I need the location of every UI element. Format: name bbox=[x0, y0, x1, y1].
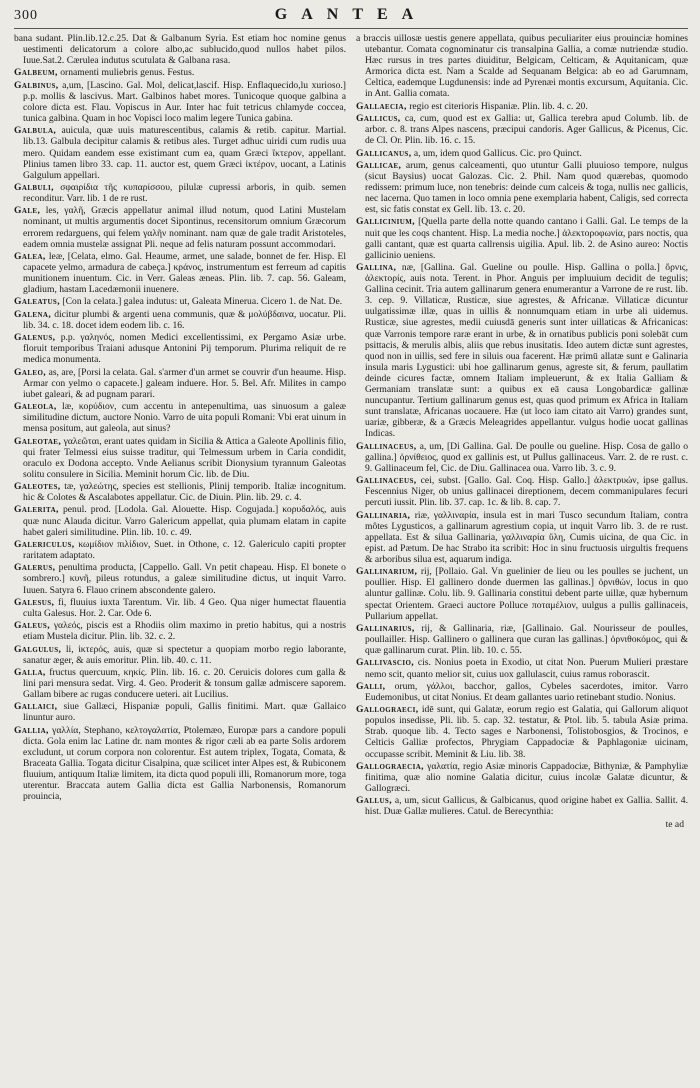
entry-text: li, ἰκτερός, auis, quæ si spectetur a quopiam morbo regio laborante, sanatur æger, & auis emoritur. Plin. lib. 40. c. 11. bbox=[23, 643, 346, 666]
entry-text: as, are, [Porsi la celata. Gal. s'armer d'un armet se couvrir d'un heaume. Hisp. Armar con yelmo o capacete.] galeam induere. Hor. 5. Bel. Afr. Milites in campo iubet galeari, & ad pugnam parari. bbox=[23, 366, 346, 400]
dictionary-entry bbox=[356, 681, 688, 703]
entry-text: riæ, γαλλιναρία, insula est in mari Tusco secundum Italiam, contra môtes Lygusticos, a gallinarum agrestium copia, ut inquit Varro lib. 3. de re rust. appellata. Est & silua Gallinaria, γαλλιναρία ὕλη, Cumis uicina, de qua Cic. in epist. ad Pætum. De hac Strabo ita scribit: Hoc in sinu fructuosis uirgultis frequens & arboribus silua est, aquarum indiga. bbox=[365, 509, 688, 565]
entry-text: ornamenti muliebris genus. Festus. bbox=[60, 67, 195, 79]
entry-headword: Galeus, bbox=[14, 620, 51, 632]
dictionary-entry bbox=[14, 33, 346, 66]
dictionary-entry bbox=[356, 475, 688, 508]
dictionary-entry bbox=[356, 262, 688, 440]
dictionary-entry bbox=[14, 539, 346, 561]
entry-text: bana sudant. Plin.lib.12.c.25. Dat & Galbanum Syria. Est etiam hoc nomine genus uestimenti delicatorum a colore albo,ac sublucido,quod nullos habet pilos. Iuue.Sat.2. Cærulea indutus scutulata & Galbana rasa. bbox=[14, 33, 346, 67]
running-head: GANTEA bbox=[274, 6, 428, 23]
entry-headword: Gallicinium, bbox=[356, 216, 415, 228]
catchword: te ad bbox=[665, 819, 684, 831]
dictionary-entry bbox=[14, 125, 346, 180]
entry-headword: Gale, bbox=[14, 205, 41, 217]
entry-headword: Gallinaceus, bbox=[356, 440, 417, 452]
dictionary-entry bbox=[14, 620, 346, 642]
right-column-entries bbox=[356, 33, 688, 817]
dictionary-entry bbox=[14, 562, 346, 595]
entry-text: [Quella parte della notte quando cantano i Galli. Gal. Le temps de la nuit que les coqs chantent. Hisp. La media noche.] ἀλεκτοροφωνία, pars noctis, qua galli cantant, quæ est quarta callrensis uigilia. Apul. lib. 2. de Asino aureo: Noctis gallicinio ueniens. bbox=[365, 216, 688, 261]
text-columns bbox=[14, 33, 688, 1083]
entry-text: auicula, quæ uuis maturescentibus, calamis & retib. capitur. Martial. lib.13. Galbula decipitur calamis & retibus ales. Turget adhuc uiridi cum rudis uua mero. Quidam eandem esse existimant cum ea, quam Græci ἴκτερον, appellant. Plinius tamen libro 33. cap. 11. auctor est, quem Græci ἰκτέρον, uocant, a Latinis Galgulum appellari. bbox=[23, 125, 346, 181]
entry-text: [Con la celata.] galea indutus: ut, Galeata Minerua. Cicero 1. de Nat. De. bbox=[62, 296, 343, 308]
dictionary-entry bbox=[14, 504, 346, 537]
dictionary-entry bbox=[14, 296, 346, 307]
dictionary-entry bbox=[14, 205, 346, 249]
entry-headword: Gallinaria, bbox=[356, 509, 411, 521]
entry-headword: Galeotes, bbox=[14, 481, 61, 493]
entry-headword: Galgulus, bbox=[14, 643, 62, 655]
dictionary-entry bbox=[14, 401, 346, 434]
page-number: 300 bbox=[14, 8, 38, 23]
dictionary-entry bbox=[356, 441, 688, 474]
entry-headword: Gallinarius, bbox=[356, 622, 415, 634]
entry-headword: Gallicae, bbox=[356, 159, 402, 171]
dictionary-entry bbox=[14, 182, 346, 204]
entry-headword: Gallivascio, bbox=[356, 657, 415, 669]
entry-headword: Galenus, bbox=[14, 332, 56, 344]
entry-text: ca, cum, quod est ex Gallia: ut, Gallica terebra apud Columb. lib. de arbor. c. 8. trans Alpes nascens, præcipui candoris. Ager Gallicus, & Picenus, Cic. de Cl. Or. Plin. lib. 16. c. 15. bbox=[365, 113, 688, 147]
dictionary-entry bbox=[356, 657, 688, 679]
entry-headword: Galla, bbox=[14, 666, 46, 678]
entry-text: penul. prod. [Lodola. Gal. Alouette. Hisp. Cogujada.] κορυδαλός, auis quæ nunc Alauda dicitur. Varro Galericum appellat, quia plumam elatam in capite habet galeri similitudine. Plin. lib. 10. c. 49. bbox=[23, 504, 346, 538]
dictionary-entry bbox=[356, 795, 688, 817]
dictionary-entry bbox=[14, 667, 346, 700]
entry-headword: Gallus, bbox=[356, 795, 393, 807]
entry-text: σφαιρίδια τῆς κυπαρίσσου, pilulæ cupressi arboris, in quib. semen reconditur. Varr. lib. 1 de re rust. bbox=[23, 181, 346, 205]
dictionary-entry bbox=[14, 80, 346, 124]
entry-headword: Gallograeci, bbox=[356, 704, 419, 716]
entry-text: fructus quercuum, κηκίς. Plin. lib. 16. c. 20. Ceruicis dolores cum galla & lini pari mensura sedat. Virg. 4. Geo. Proderit & tonsum gallæ admiscere saporem. Gallam bibere ac rugas conducere ueteri. ait Lucilius. bbox=[23, 666, 346, 701]
dictionary-entry bbox=[14, 644, 346, 666]
entry-text: regio est citerioris Hispaniæ. Plin. lib. 4. c. 20. bbox=[409, 100, 588, 112]
entry-text: arum, genus calceamenti, quo utuntur Galli pluuioso tempore, nulgus (sicut Baysius) uocat Galozas. Cic. 2. Phil. Nam quod quærebas, quomodo redissem: primum luce, non tenebris: deinde cum calceis & toga, nullis nec gallicis, nec lacerna. Quo tamen in loco omnia pene exemplaria habent, Caligis, sed correcta est, sic fatis constat ex Gell. lib. 13. c. 20. bbox=[365, 159, 688, 216]
entry-text: a,um, [Lascino. Gal. Mol, delicat,lascif. Hisp. Enflaquecido,lu xurioso.] p.p. mollis & lascivus. Mart. Galbinos habet mores. Tunicoque quoque galbina a colore dicta est. Flau. Vopiscus in Aur. Inter hac fuit tetricus chlamyde coccea, tunica galbina. Quam in hoc Vopisci loco malim legere Tunica gabina. bbox=[23, 79, 346, 125]
entry-headword: Galeo, bbox=[14, 366, 47, 378]
entry-headword: Gallicus, bbox=[356, 113, 401, 125]
entry-headword: Gallaecia, bbox=[356, 100, 407, 112]
dictionary-entry bbox=[14, 332, 346, 365]
dictionary-entry bbox=[356, 216, 688, 260]
dictionary-entry bbox=[14, 725, 346, 803]
entry-text: γαλεός, piscis est a Rhodiis olim maximo in pretio habitus, qui a nostris etiam Mustela dicitur. Plin. lib. 32. c. 2. bbox=[23, 620, 346, 643]
entry-headword: Galericulus, bbox=[14, 538, 75, 550]
entry-headword: Galbula, bbox=[14, 125, 57, 137]
entry-headword: Galli, bbox=[356, 680, 386, 692]
right-column bbox=[356, 33, 688, 1083]
dictionary-entry bbox=[14, 67, 346, 78]
entry-text: a, um, sicut Gallicus, & Galbicanus, quod origine habet ex Gallia. Sallit. 4. hist. Duæ Gallæ mulieres. Catul. de Berecynthia: bbox=[365, 795, 688, 818]
entry-text: cis. Nonius poeta in Exodio, ut citat Non. Puerum Mulieri præstare nemo scit, quanto melior sit, cuius uox gallulascit, cuius ramus roborascit. bbox=[365, 657, 688, 680]
entry-text: dicitur plumbi & argenti uena communis, quæ & μολύβδαινα, uocatur. Pli. lib. 34. c. 18. docet idem eodem lib. c. 16. bbox=[23, 308, 346, 331]
entry-headword: Galesus, bbox=[14, 596, 55, 608]
entry-text: rij, [Pollaio. Gal. Vn guelinier de lieu ou les poulles se juchent, un poullier. Hisp. El gallinero donde duermen las gallinas.] ὀρνιθών, locus in quo aluntur gallinæ. Colu. lib. 9. Gallinaria constitui debent parte uillæ, quæ hybernum spectat Orientem. Graeci auctore Polluce ποταμέλιον, uulgus a pullis gallinaceis, Pullarium appellat. bbox=[365, 566, 688, 622]
entry-text: a, um, [Di Gallina. Gal. De poulle ou gueline. Hisp. Cosa de gallo o gallina.] ὀρνίθειος, quod ex gallinis est, ut Pullus gallinaceus. Varr. 2. de re rust. c. 9. Gallinaceum fel, Cic. de Diu. Gallinacea oua. Varro lib. 3. c. 9. bbox=[365, 440, 688, 474]
entry-text: γαλλία, Stephano, κελτογαλατία, Ptolemæo, Europæ pars a candore populi dicta. Gola enim lac Latine dr. nam montes & rigor cæli ab ea parte Solis ardorem excludunt, ut corum corpora non colorentur. Est autem triplex, Togata, Comata, & Braceata Gallia. Togata dicitur Cisalpina, quæ scilicet inter Alpes est, & Rubiconem fluuium, antiquum Italiæ limitem, ita dicta quod populi illi, Romanorum more, toga uterentur. Braccata autem Gallia dicta est Gallia Narbonensis, Romanorum prouincia, bbox=[23, 724, 346, 803]
entry-headword: Galeola, bbox=[14, 401, 57, 413]
entry-headword: Galerus, bbox=[14, 562, 56, 574]
entry-headword: Galeatus, bbox=[14, 296, 61, 308]
dictionary-entry bbox=[14, 597, 346, 619]
entry-headword: Galerita, bbox=[14, 504, 59, 516]
entry-text: idē sunt, qui Galatæ, eorum regio est Galatia, qui Gallorum aliquot populos insedisse, Pli. lib. 5. cap. 32. testatur, & Ptol. lib. 5. tabula Asiæ prima. Strab. quoque lib. 4. Tecto sages e Narbonensi, Tolistobosgios, & Trocinos, e Celticis Galliæ profectos, Phrygiam Cappadociæ & Paphlagoniæ uicinam, occupasse scribit. Meminit & Liu. lib. 38. bbox=[365, 704, 688, 760]
entry-headword: Gallaici, bbox=[14, 701, 58, 713]
entry-headword: Gallia, bbox=[14, 724, 49, 736]
dictionary-entry bbox=[356, 113, 688, 146]
dictionary-entry bbox=[14, 701, 346, 723]
dictionary-entry bbox=[14, 367, 346, 400]
page-header bbox=[14, 6, 688, 29]
entry-text: rij, & Gallinaria, riæ, [Gallinaio. Gal. Nourisseur de poulles, poullailler. Hisp. Gallinero o gallinera que curan las gallinas.] ὀρνιθοκόμος, qui & quæ gallinarum curat. Plin. lib. 10. c. 55. bbox=[365, 622, 688, 657]
entry-text: γαλεῶται, erant uates quidam in Sicilia & Attica a Galeote Apollinis filio, qui frater Telmessi eius suisse traditur, qui Telmessum urbem in Caria condidit, oraculo ex Dodona accepto. Vnde Aelianus scribit Dionysium tyrannum Galeotas solitu consulere in Sicilia. Meminit horum Cic. lib. de Diu. bbox=[23, 435, 346, 480]
dictionary-entry bbox=[356, 704, 688, 759]
entry-headword: Gallinaceus, bbox=[356, 475, 417, 487]
entry-headword: Galena, bbox=[14, 308, 52, 320]
dictionary-entry bbox=[356, 761, 688, 794]
dictionary-entry bbox=[356, 33, 688, 100]
dictionary-entry bbox=[356, 566, 688, 621]
dictionary-entry bbox=[356, 148, 688, 159]
dictionary-entry bbox=[14, 251, 346, 295]
entry-text: cei, subst. [Gallo. Gal. Coq. Hisp. Gallo.] ἀλεκτρυών, ipse gallus. Fescennius Niger, ob unius gallinacei direptionem, decem commanipulares fecuri percuti iussit. Plin. lib. 37. cap. 1c. & lib. 8. cap. 7. bbox=[365, 475, 688, 509]
entry-text: penultima producta, [Cappello. Gall. Vn petit chapeau. Hisp. El bonete o sombrero.] κυνῆ, pileus rotundus, a galeæ similitudine dictus, ut inquit Varro. Iuuen. Satyra 6. Flauo crinem abscondente galero. bbox=[23, 562, 346, 596]
dictionary-entry bbox=[356, 101, 688, 112]
dictionary-entry bbox=[14, 481, 346, 503]
entry-headword: Gallinarium, bbox=[356, 566, 418, 578]
entry-headword: Galeotae, bbox=[14, 435, 62, 447]
entry-text: γαλατία, regio Asiæ minoris Cappadociæ, Bithyniæ, & Pamphyliæ finitima, quæ alio nomine Galatia dicitur, cuius incolæ Galatæ dicuntur, & Gallogræci. bbox=[365, 760, 688, 794]
entry-text: a braccis uillosæ uestis genere appellata, quibus peculiariter eius prouinciæ homines utebantur. Comata cognominatur cis transalpina Gallia, a comæ nutriendæ studio. Hæc rursus in tres partes diuiditur, Belgicam, Celticam, & Aquitanicam, quæ Armorica dicta est. Nam a Scalde ad Sequanam Belgica: ab eo ad Garumnam, Celtica, eademque Lugdunensis: inde ad Pyrenæi montis excursum, Aquitania. Cic. in Ant. Gallia comata. bbox=[356, 33, 688, 100]
entry-text: fi, fluuius iuxta Tarentum. Vir. lib. 4 Geo. Qua niger humectat flauentia culta Galesus. Hor. 2. Car. Ode 6. bbox=[23, 596, 346, 619]
entry-text: a, um, idem quod Gallicus. Cic. pro Quinct. bbox=[413, 147, 582, 159]
entry-text: les, γαλῆ, Græcis appellatur animal illud notum, quod Latini Mustelam nominant, ut multis argumentis docet Sipontinus, recensitorum omnium Græcorum errorem redarguens, qui felem γαλῆν nominant. nam quæ de gale tradit Aristoteles, eadem omnia mustelæ assignat Pli. neque ad felis naturam possunt accommodari. bbox=[23, 205, 346, 250]
entry-text: p.p. γαληνός, nomen Medici excellentissimi, ex Pergamo Asiæ urbe. floruit temporibus Traiani adusque Antonini Pij temporum. Plurima reliquit de re medica monumenta. bbox=[23, 332, 346, 366]
dictionary-entry bbox=[356, 623, 688, 656]
entry-headword: Gallograecia, bbox=[356, 760, 424, 772]
entry-text: κωμίδιον πιλίδιον, Suet. in Othone, c. 12. Galericulo capiti propter raritatem adaptato. bbox=[23, 538, 346, 562]
entry-text: leæ, [Celata, elmo. Gal. Heaume, armet, une salade, bonnet de fer. Hisp. El capacete yelmo, armadura de cabeça.] κράνος, instrumentum est ferreum ad capitis munitionem inuentum. Cic. in Verr. Galeas æneas. Plin. lib. 7. cap. 56. Galeam, gladium, hastam Lacedæmonii inuenere. bbox=[23, 250, 346, 296]
entry-text: orum, γάλλοι, bacchor, gallos, Cybeles sacerdotes, imitor. Varro Eudemonibus, ut citat Nonius. Et deam gallantes uario retinebant studio. Nonius. bbox=[365, 680, 688, 703]
entry-headword: Galbeum, bbox=[14, 67, 58, 79]
dictionary-entry bbox=[356, 160, 688, 215]
dictionary-entry bbox=[14, 309, 346, 331]
entry-text: tæ, γαλεώτης, species est stellionis, Plinij temporib. Italiæ incognitum. hic & Colotes & Ascalabotes appellatur. Cic. de Diuin. Plin. lib. 29. c. 4. bbox=[23, 481, 346, 504]
dictionary-entry bbox=[356, 510, 688, 565]
entry-headword: Galea, bbox=[14, 250, 46, 262]
entry-headword: Gallicanus, bbox=[356, 147, 412, 159]
entry-text: siue Gallæci, Hispaniæ populi, Gallis finitimi. Mart. quæ Gallaico linuntur auro. bbox=[23, 701, 346, 724]
left-column bbox=[14, 33, 346, 1083]
entry-headword: Galbuli, bbox=[14, 181, 54, 193]
entry-text: næ, [Gallina. Gal. Gueline ou poulle. Hisp. Gallina o polla.] ὄρνις, ἀλεκτορίς, auis nota. Terent. in Phor. Anguis per impluuium decidit de tegulis; Gallina cecinit. Tria autem gallinarum genera enumerantur a Varrone de re rust. lib. 3. cep. 9. Villaticæ, Rusticæ, siue agrestes, & Africanæ. Villaticæ dicuntur uulgatissimæ illæ, quas in uillis & nonnumquam etiam in urbe ali uidemus. Rusticæ, siue agrestes, medii cuiusdā generis sunt inter uillaticas & Africanicas: quæ Varronis tempore raræ erant in urbe, & in ornatibus publicis poni solebāt cum psittacis, & merulis albis, aliis que rebus inusitatis. Ideo autem dictæ sunt agrestes, quod non in uillis, sed fere in siluis oua facerent. Hæ primū allatæ sunt e Galinaria insula maris Lygustici: ubi hoe gallinarum genus, agreste sit, & ferum, paullatim deinde cicures factæ, omnem Italiam impleuerunt, & ex Italia Galliam & Germaniam translatæ sunt: a quibus ex eā causa Longobardicæ gallinæ nuncupantur. Tertium gallinarum genus est, quas quod primum ex Africa in Italiam sunt translatæ, Africanas uocauere. Hæ (ut loco iam citato ait Varro) grandes sunt, uariæ, gibberæ, & a Græcis Meleagrides appellantur. vulgus hodie uocat gallinas Indicas. bbox=[365, 262, 688, 440]
entry-headword: Gallina, bbox=[356, 262, 397, 273]
dictionary-entry bbox=[14, 436, 346, 480]
entry-text: læ, κορύδιον, cum accentu in antepenultima, uas sinuosum a galeæ similitudine dictum, auctore Nonio. Varro de uita populi Romani: Vbi erat uinum in mensa positum, aut galeola, aut sinus? bbox=[23, 401, 346, 435]
entry-headword: Galbinus, bbox=[14, 79, 59, 91]
